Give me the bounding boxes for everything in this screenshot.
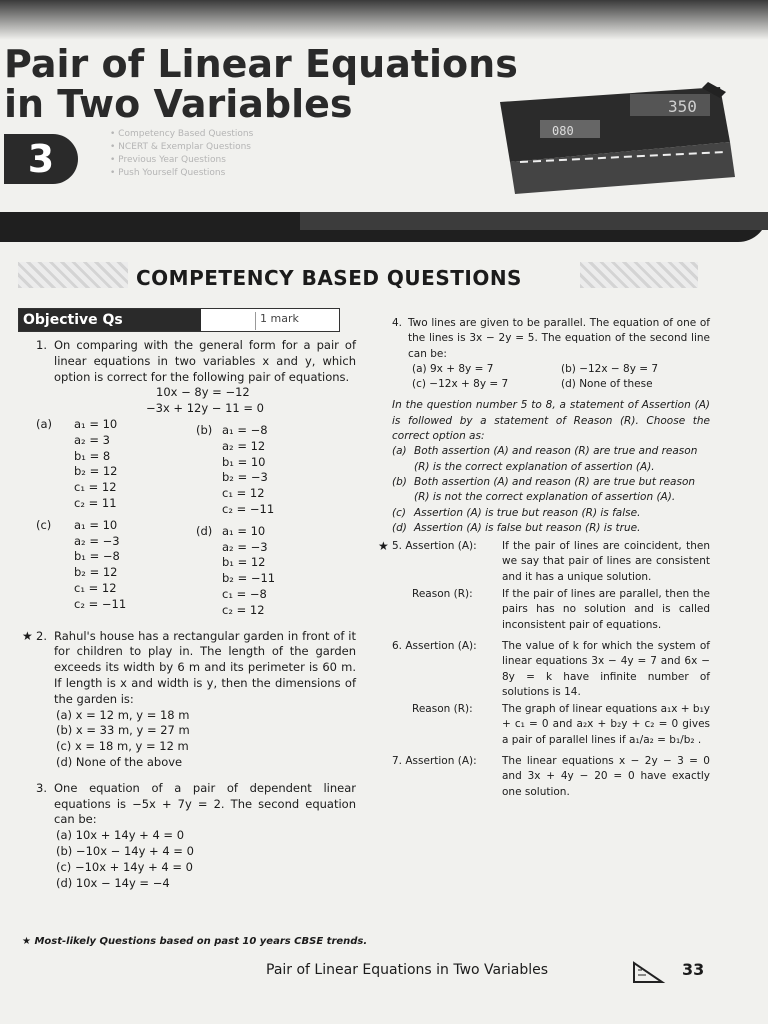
- option-b[interactable]: (b) −12x − 8y = 7: [561, 362, 659, 375]
- option-line: c₁ = 12: [222, 486, 265, 501]
- objective-label: Objective Qs: [19, 309, 201, 331]
- option-line: a₁ = 10: [74, 416, 118, 431]
- question-number: 3.: [36, 780, 47, 795]
- option-line: c₁ = 12: [74, 580, 117, 595]
- star-icon: ★: [22, 628, 33, 643]
- assertion-text: If the pair of lines are coincident, then we say that pair of lines are consistent and it has a unique solution.: [502, 540, 710, 583]
- reason-text: The graph of linear equations a₁x + b₁y + c₁ = 0 and a₂x + b₂y + c₂ = 0 gives a pair of parallel lines if a₁/a₂ = b₁/b₂ .: [502, 703, 710, 746]
- reason-label: Reason (R):: [412, 588, 473, 601]
- option-c[interactable]: (c) −12x + 8y = 7: [412, 378, 509, 391]
- question-6: [392, 639, 710, 748]
- feature-item: • Push Yourself Questions: [110, 167, 253, 180]
- objective-header: [18, 308, 340, 332]
- option-line: a₁ = 10: [222, 523, 266, 538]
- star-icon: ★: [22, 936, 35, 947]
- option-line: c₂ = −11: [222, 501, 275, 516]
- equation-2: −3x + 12y − 11 = 0: [146, 401, 264, 416]
- page-number: 33: [682, 960, 705, 979]
- reason-label: Reason (R):: [412, 703, 473, 716]
- option-line: c₁ = −8: [222, 586, 267, 601]
- feature-item: • Previous Year Questions: [110, 154, 253, 167]
- option-text: Assertion (A) is false but reason (R) is true.: [414, 521, 641, 534]
- chapter-number-badge: 3: [4, 134, 78, 184]
- reason-text: If the pair of lines are parallel, then the pairs has no solution and is called inconsistent pair of equations.: [502, 588, 710, 631]
- device-display-mid: 080: [552, 124, 574, 138]
- option-label: (d): [196, 523, 213, 538]
- assertion-reason-options: [392, 444, 710, 536]
- question-1: [36, 338, 356, 619]
- question-7: [392, 754, 710, 800]
- option-line: b₂ = −3: [222, 470, 268, 485]
- option-b[interactable]: (b) −10x − 14y + 4 = 0: [56, 843, 194, 858]
- top-shadow: [0, 0, 768, 40]
- star-icon: ★: [378, 539, 389, 554]
- option-a[interactable]: [36, 417, 196, 518]
- chapter-title-line2: in Two Variables: [4, 82, 353, 126]
- question-number: 4.: [392, 317, 403, 329]
- option-line: b₂ = −11: [222, 571, 276, 586]
- option-d[interactable]: [196, 518, 356, 619]
- option-label: (b): [196, 422, 213, 437]
- option-line: c₁ = 12: [74, 480, 117, 495]
- option-line: a₂ = −3: [74, 533, 120, 548]
- option-line: b₂ = 12: [74, 464, 118, 479]
- option-c[interactable]: (c) −10x + 14y + 4 = 0: [56, 859, 193, 874]
- question-number: 5.: [392, 540, 403, 553]
- option-c[interactable]: [36, 518, 196, 619]
- question-4: [392, 316, 710, 392]
- option-d[interactable]: (d) None of these: [561, 378, 653, 391]
- option-line: c₂ = −11: [74, 596, 127, 611]
- option-d[interactable]: (d) 10x − 14y = −4: [56, 875, 170, 890]
- option-line: b₂ = 12: [74, 565, 118, 580]
- option-line: b₁ = 8: [74, 448, 111, 463]
- option-line: c₂ = 12: [222, 602, 265, 617]
- option-label: (a): [392, 445, 407, 458]
- option-a[interactable]: (a) 9x + 8y = 7: [412, 362, 494, 375]
- option-text: Assertion (A) is true but reason (R) is false.: [414, 506, 641, 519]
- option-label: (c): [36, 517, 52, 532]
- option-label: (c): [392, 506, 406, 519]
- question-text: Rahul's house has a rectangular garden in front of it for children to play in. The length of the garden exceeds its width by 6 m and its perimeter is 60 m. If length is x and width is y, then the dimensions of the garden is:: [54, 628, 356, 706]
- question-number: 1.: [36, 338, 47, 352]
- footnote: [22, 936, 367, 947]
- option-line: c₂ = 11: [74, 495, 117, 510]
- question-text: Two lines are given to be parallel. The equation of one of the lines is 3x − 2y = 5. The equation of the second line can be:: [408, 317, 710, 360]
- option-b[interactable]: [196, 417, 356, 518]
- question-number: 2.: [36, 628, 47, 643]
- assertion-reason-instructions: In the question number 5 to 8, a statement of Assertion (A) is followed by a statement of Reason (R). Choose the correct option as:: [392, 399, 710, 443]
- option-a[interactable]: (a) x = 12 m, y = 18 m: [56, 707, 190, 722]
- assertion-label: Assertion (A):: [405, 755, 477, 768]
- option-line: b₁ = 12: [222, 555, 266, 570]
- q1-options: [36, 417, 356, 619]
- assertion-text: The linear equations x − 2y − 3 = 0 and 3x + 4y − 20 = 0 have exactly one solution.: [502, 755, 710, 798]
- option-text: Both assertion (A) and reason (R) are true but reason (R) is not the correct explanation of assertion (A).: [414, 475, 696, 504]
- option-line: a₁ = −8: [222, 422, 268, 437]
- ruler-triangle-icon: [632, 960, 666, 984]
- chapter-feature-list: [110, 128, 253, 180]
- device-display-top: 350: [668, 97, 697, 116]
- section-header: [18, 258, 698, 294]
- option-line: a₂ = 12: [222, 438, 266, 453]
- equation-1: 10x − 8y = −12: [156, 385, 250, 400]
- left-column: [22, 338, 356, 891]
- marks-label: 1 mark: [255, 312, 339, 330]
- question-text: On comparing with the general form for a pair of linear equations in two variables x and y, which option is correct for the following pair of equations.: [54, 338, 356, 384]
- question-number: 7.: [392, 755, 403, 768]
- option-label: (d): [392, 521, 407, 534]
- chapter-banner-bar-upper: [300, 212, 768, 230]
- feature-item: • Competency Based Questions: [110, 128, 253, 141]
- section-pattern-left: [18, 262, 128, 288]
- footnote-text: Most-likely Questions based on past 10 years CBSE trends.: [34, 936, 368, 947]
- option-c[interactable]: (c) x = 18 m, y = 12 m: [56, 739, 189, 754]
- footer-title: Pair of Linear Equations in Two Variables: [266, 962, 549, 978]
- section-pattern-right: [580, 262, 698, 288]
- option-text: Both assertion (A) and reason (R) are true and reason (R) is the correct explanation of assertion (A).: [414, 445, 698, 473]
- assertion-text: The value of k for which the system of linear equations 3x − 4y = 7 and 6x − 8y = k have infinite number of solutions is 14.: [502, 639, 710, 698]
- assertion-label: Assertion (A):: [405, 639, 477, 652]
- option-line: a₂ = −3: [222, 539, 268, 554]
- assertion-label: Assertion (A):: [405, 540, 477, 553]
- right-column: [378, 316, 710, 800]
- option-line: a₁ = 10: [74, 517, 118, 532]
- option-b[interactable]: (b) x = 33 m, y = 27 m: [56, 723, 190, 738]
- option-d[interactable]: (d) None of the above: [56, 754, 183, 769]
- chapter-title: [4, 44, 518, 124]
- question-text: One equation of a pair of dependent linear equations is −5x + 7y = 2. The second equation can be:: [54, 780, 356, 827]
- question-3: [36, 781, 356, 892]
- cash-register-illustration: [480, 82, 740, 197]
- option-line: b₁ = −8: [74, 549, 120, 564]
- option-label: (a): [36, 416, 53, 431]
- chapter-title-line1: Pair of Linear Equations: [4, 42, 518, 86]
- option-line: a₂ = 3: [74, 432, 110, 447]
- option-line: b₁ = 10: [222, 454, 266, 469]
- section-title: COMPETENCY BASED QUESTIONS: [136, 266, 522, 290]
- option-label: (b): [392, 475, 407, 488]
- question-number: 6.: [392, 639, 403, 652]
- question-5: [378, 539, 710, 633]
- option-a[interactable]: (a) 10x + 14y + 4 = 0: [56, 828, 185, 843]
- feature-item: • NCERT & Exemplar Questions: [110, 141, 253, 154]
- question-2: [22, 628, 356, 771]
